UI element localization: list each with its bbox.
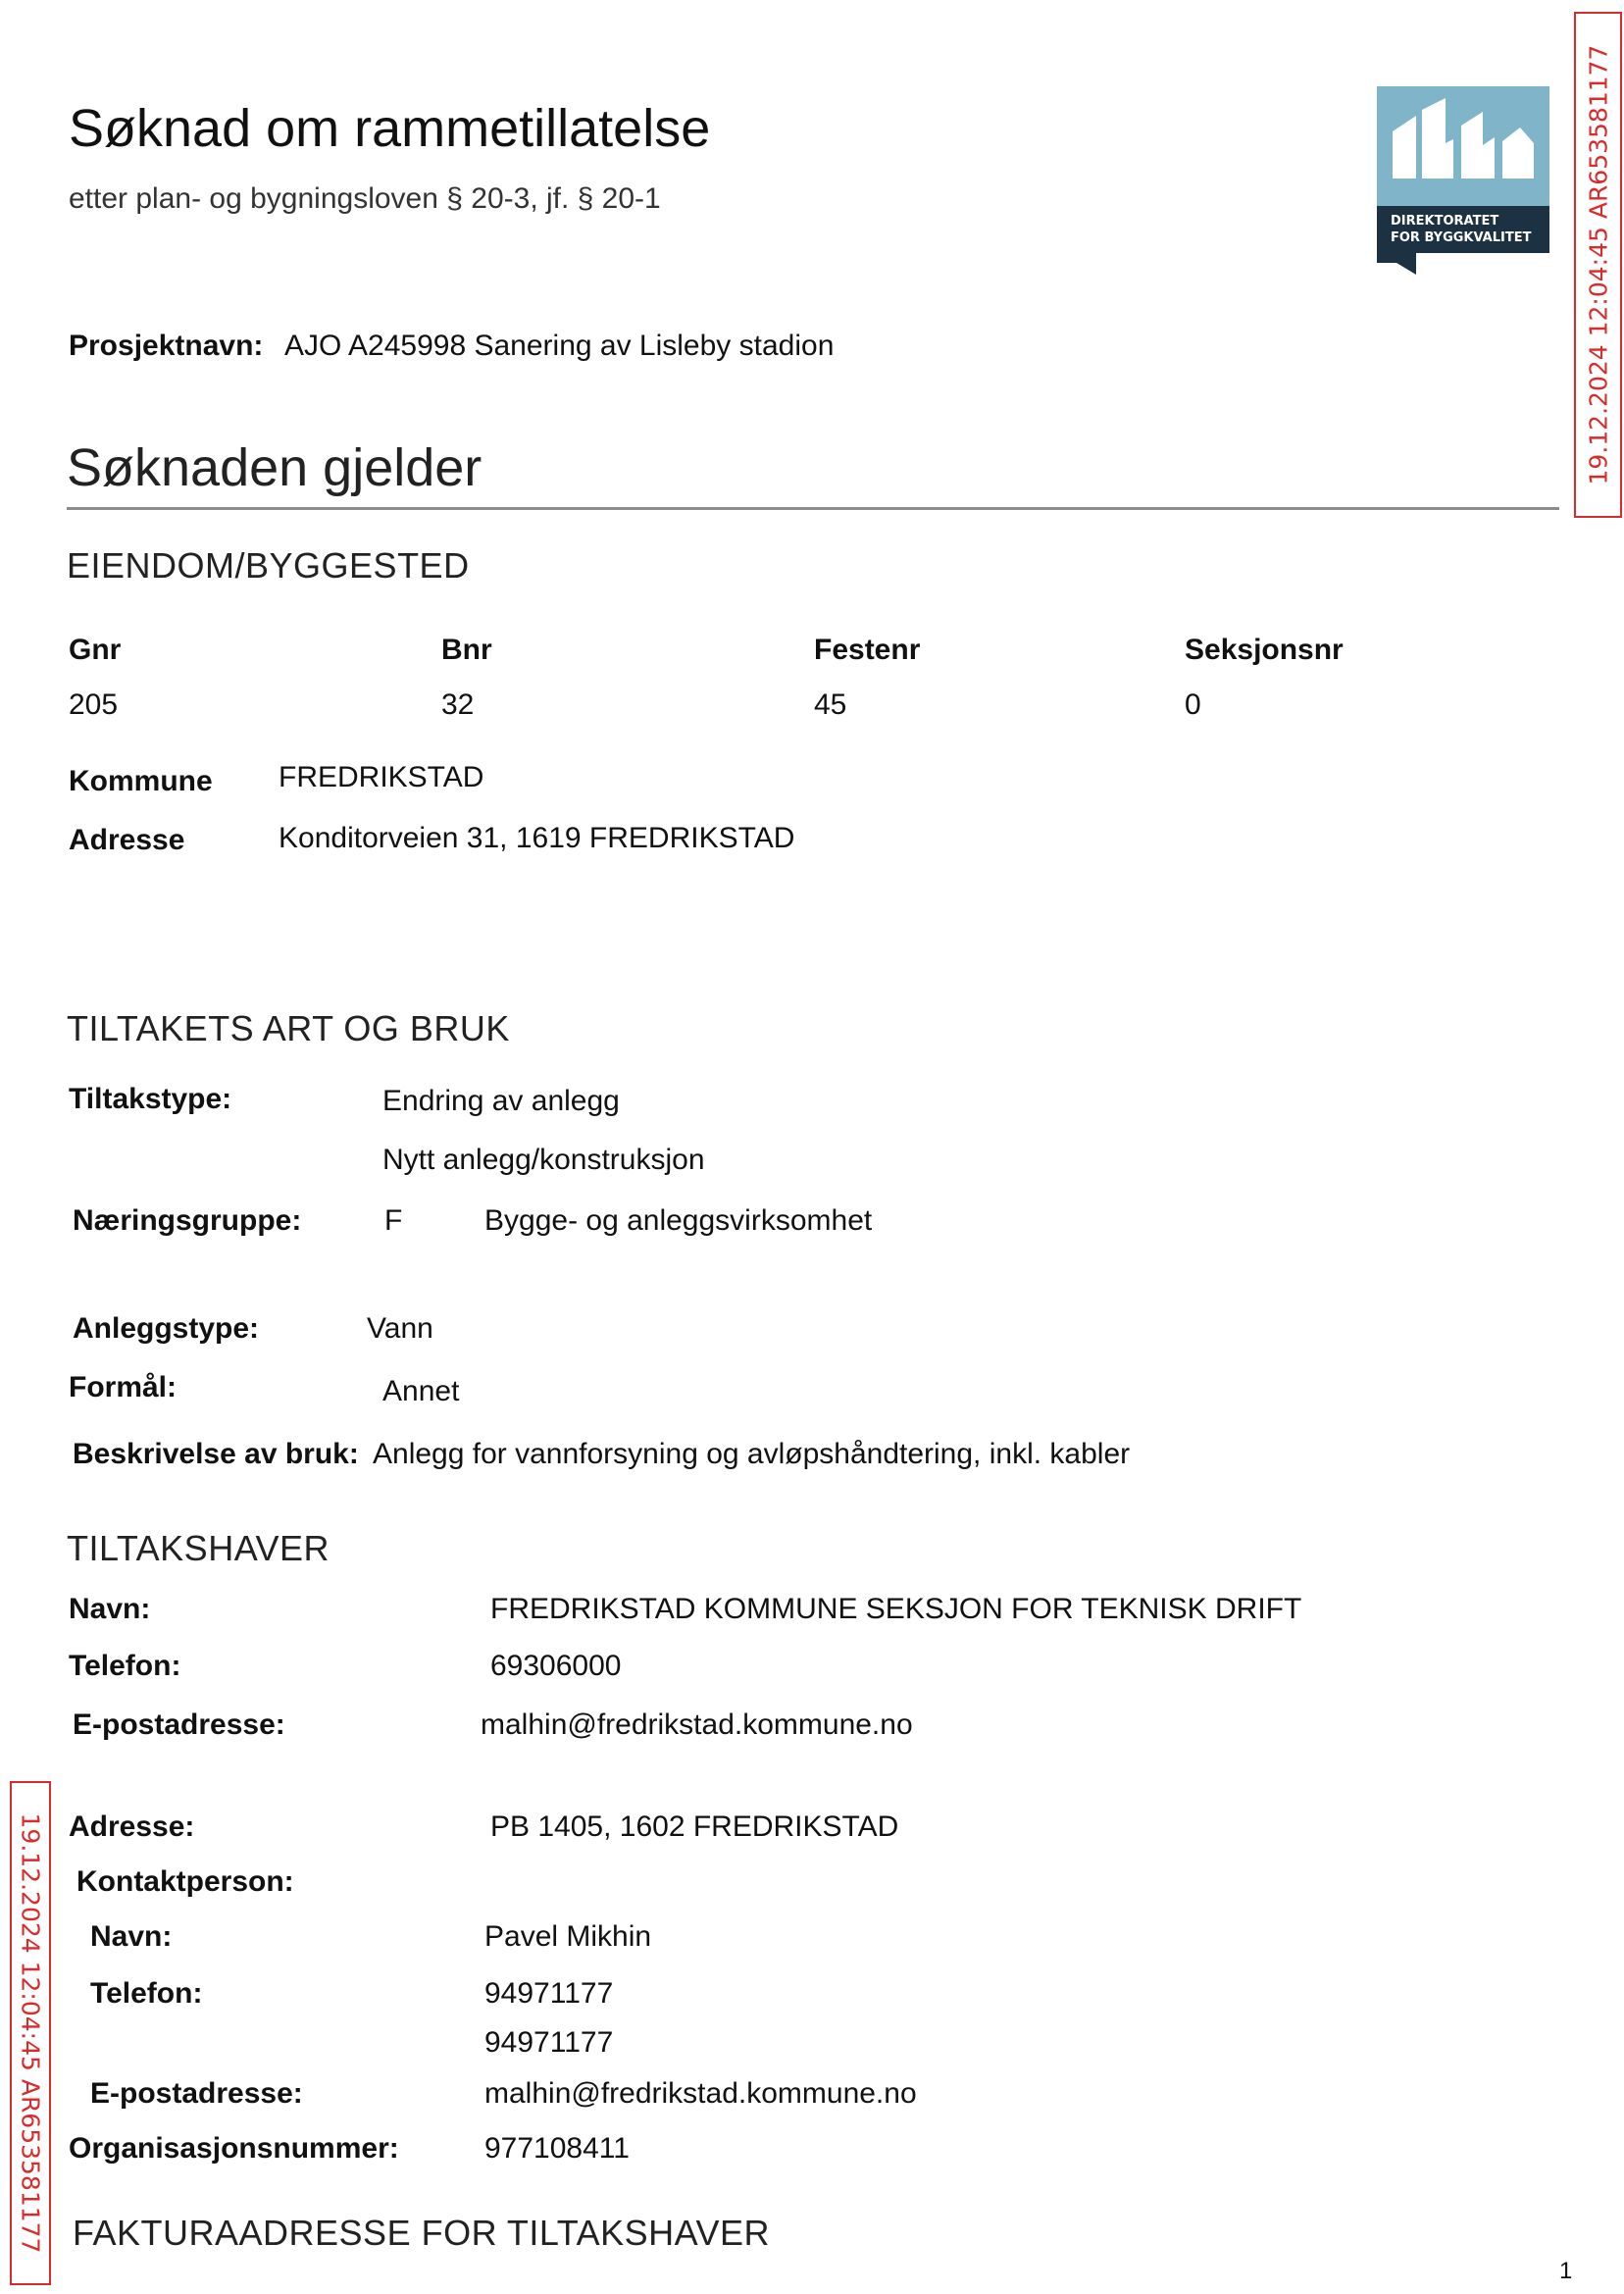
gnr-label: Gnr: [69, 634, 122, 666]
measure-type-label: Tiltakstype:: [69, 1083, 232, 1115]
project-value: AJO A245998 Sanering av Lisleby stadion: [284, 330, 835, 362]
facility-label: Anleggstype:: [73, 1312, 260, 1345]
project-label: Prosjektnavn:: [69, 330, 264, 362]
contact-phone-label: Telefon:: [90, 1977, 203, 2010]
address-label: Adresse: [69, 824, 185, 856]
contact-phone-value-1: 94971177: [484, 1977, 614, 2010]
heading-divider: [67, 507, 1559, 510]
description-value: Anlegg for vannforsyning og avløpshåndtering, inkl. kabler: [373, 1438, 1131, 1470]
applicant-phone-label: Telefon:: [69, 1650, 181, 1682]
timestamp-stamp-right: [1574, 12, 1622, 518]
municipality-value: FREDRIKSTAD: [279, 761, 484, 793]
invoice-section-title: FAKTURAADRESSE FOR TILTAKSHAVER: [73, 2213, 770, 2253]
timestamp-stamp-left: [10, 1781, 51, 2285]
contact-name-label: Navn:: [90, 1920, 173, 1953]
industry-label: Næringsgruppe:: [73, 1204, 302, 1237]
page-number: 1: [1559, 2258, 1573, 2284]
contact-email-value: malhin@fredrikstad.kommune.no: [484, 2077, 917, 2110]
seksjonsnr-label: Seksjonsnr: [1185, 634, 1344, 666]
stamp-text-right: 19.12.2024 12:04:45 AR653581177: [1584, 44, 1612, 485]
festenr-label: Festenr: [814, 634, 921, 666]
applicant-name-label: Navn:: [69, 1593, 151, 1625]
contact-phone-value-2: 94971177: [484, 2026, 614, 2059]
org-number-value: 977108411: [484, 2132, 630, 2165]
gnr-value: 205: [69, 688, 119, 721]
municipality-label: Kommune: [69, 765, 213, 797]
applicant-address-value: PB 1405, 1602 FREDRIKSTAD: [490, 1810, 899, 1843]
facility-value: Vann: [367, 1312, 433, 1345]
bnr-label: Bnr: [441, 634, 492, 666]
measure-section-title: TILTAKETS ART OG BRUK: [67, 1008, 510, 1048]
contact-person-label: Kontaktperson:: [76, 1865, 294, 1898]
dibk-logo: [1377, 86, 1549, 275]
industry-code: F: [384, 1204, 403, 1237]
contact-name-value: Pavel Mikhin: [484, 1920, 652, 1953]
page-subtitle: etter plan- og bygningsloven § 20-3, jf. § 20-1: [69, 182, 661, 215]
applicant-address-label: Adresse:: [69, 1810, 195, 1843]
industry-name: Bygge- og anleggsvirksomhet: [484, 1204, 873, 1237]
applicant-email-value: malhin@fredrikstad.kommune.no: [481, 1708, 913, 1741]
bnr-value: 32: [441, 688, 475, 721]
logo-tab: [1377, 253, 1416, 275]
measure-type-2: Nytt anlegg/konstruksjon: [382, 1144, 705, 1176]
logo-text-1: DIREKTORATET: [1391, 214, 1499, 229]
applicant-phone-value: 69306000: [490, 1650, 622, 1682]
stamp-text-left: 19.12.2024 12:04:45 AR653581177: [16, 1812, 45, 2254]
page-title: Søknad om rammetillatelse: [69, 99, 711, 158]
logo-text-2: FOR BYGGKVALITET: [1391, 230, 1532, 245]
measure-type-1: Endring av anlegg: [382, 1085, 620, 1117]
contact-email-label: E-postadresse:: [90, 2077, 303, 2110]
festenr-value: 45: [814, 688, 847, 721]
description-label: Beskrivelse av bruk:: [73, 1438, 359, 1470]
applicant-email-label: E-postadresse:: [73, 1708, 285, 1741]
purpose-label: Formål:: [69, 1371, 178, 1403]
applicant-name-value: FREDRIKSTAD KOMMUNE SEKSJON FOR TEKNISK DRIFT: [490, 1593, 1302, 1625]
address-value: Konditorveien 31, 1619 FREDRIKSTAD: [279, 822, 795, 854]
purpose-value: Annet: [382, 1375, 460, 1407]
applicant-section-title: TILTAKSHAVER: [67, 1528, 330, 1568]
org-number-label: Organisasjonsnummer:: [69, 2132, 399, 2165]
seksjonsnr-value: 0: [1185, 688, 1201, 721]
property-section-title: EIENDOM/BYGGESTED: [67, 545, 470, 586]
section-heading: Søknaden gjelder: [67, 438, 482, 497]
